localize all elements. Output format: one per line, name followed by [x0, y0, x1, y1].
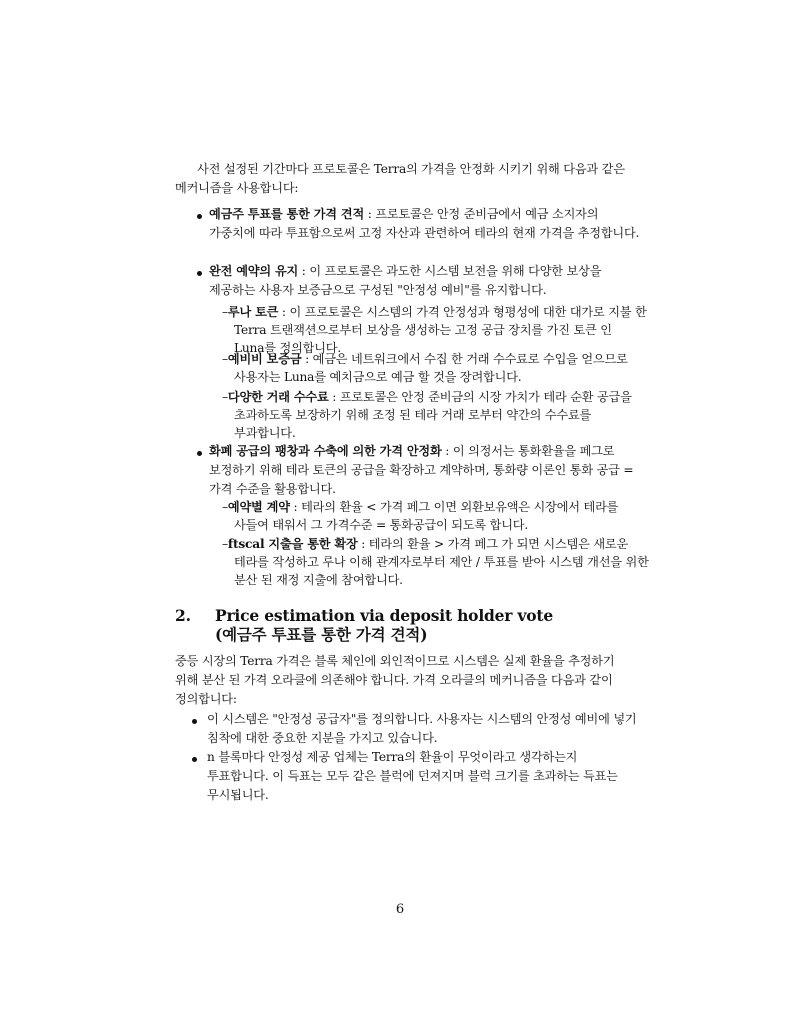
- bullet-text: : 이 프로토콜은 과도한 시스템 보전을 위해 다양한 보상을 제공하는 사용자 보증금으로 구성된 "안정성 예비"를 유지합니다.: [209, 264, 602, 297]
- section-body: 중등 시장의 Terra 가격은 블록 체인에 외인적이므로 시스템은 실제 환율을 추정하기 위해 분산 된 가격 오라클에 의존해야 합니다. 가격 오라클의 메커니즘을 다음과 같이 정의합니다:: [175, 654, 615, 706]
- page-number: 6: [395, 902, 405, 917]
- subitem-luna-token: [222, 303, 650, 357]
- bullet-dot: [197, 214, 202, 219]
- bullet-title: 예금주 투표를 통한 가격 견적: [209, 207, 365, 221]
- bullet-dot: [197, 451, 202, 456]
- subitem-text: : 예금은 네트워크에서 수집 한 거래 수수료로 수입을 얻으므로 사용자는 Luna를 예치금으로 예금 할 것을 장려합니다.: [234, 352, 628, 384]
- subitem-title: 다양한 거래 수수료: [227, 390, 329, 404]
- section-title-ko: (예금주 투표를 통한 가격 견적): [215, 625, 428, 644]
- bullet-price-quote: [209, 205, 643, 243]
- bullet-dot: [192, 757, 197, 762]
- bullet-title: 완전 예약의 유지: [209, 264, 299, 278]
- bullet-reserve: [209, 262, 643, 300]
- section-bullet-vote: n 블록마다 안정성 제공 업체는 Terra의 환율이 무엇이라고 생각하는지 투표합니다. 이 득표는 모두 같은 블럭에 던져지며 블럭 크기를 초과하는 득표는 무시됩니다.: [207, 750, 618, 802]
- subitem-text: : 테라의 환율 > 가격 페그 가 되면 시스템은 새로운 테라를 작성하고 루나 이해 관계자로부터 제안 / 투표를 받아 시스템 개선을 위한 분산 된 재정 지출에 참여합니다.: [234, 537, 649, 587]
- subitem-reserve-deposit: [222, 350, 650, 386]
- section-bullet-provider: 이 시스템은 "안정성 공급자"를 정의합니다. 사용자는 시스템의 안정성 예비에 넣기 침착에 대한 중요한 지분을 가지고 있습니다.: [207, 712, 637, 745]
- dash: –: [222, 537, 228, 551]
- bullet-dot: [197, 271, 202, 276]
- subitem-title: 루나 토큰: [227, 305, 279, 319]
- subitem-text: : 테라의 환율 < 가격 페그 이면 외환보유액은 시장에서 테라를 사들여 태워서 그 가격수준 = 통화공급이 되도록 합니다.: [234, 500, 619, 532]
- dash: –: [222, 352, 228, 366]
- subitem-text: : 이 프로토콜은 시스템의 가격 안정성과 형평성에 대한 대가로 지불 한 Terra 트랜잭션으로부터 보상을 생성하는 고정 공급 장치를 가진 토큰 인 Luna를 정의합니다.: [234, 305, 647, 355]
- bullet-monetary: [209, 442, 643, 499]
- bullet-dot: [192, 719, 197, 724]
- subitem-transaction-fees: [222, 388, 650, 442]
- bullet-text: : 이 의정서는 통화환율을 페그로 보정하기 위해 테라 토큰의 공급을 확장하고 계약하며, 통화량 이론인 통화 공급 = 가격 수준을 활용합니다.: [209, 444, 634, 496]
- section-number: 2.: [175, 606, 191, 625]
- subitem-text: : 프로토콜은 안정 준비금의 시장 가치가 테라 순환 공급을 초과하도록 보장하기 위해 조정 된 테라 거래 로부터 약간의 수수료를 부과합니다.: [234, 390, 632, 440]
- intro-paragraph: 사전 설정된 기간마다 프로토콜은 Terra의 가격을 안정화 시키기 위해 다음과 같은 메커니즘을 사용합니다:: [175, 162, 625, 195]
- bullet-title: 화폐 공급의 팽창과 수축에 의한 가격 안정화: [209, 444, 442, 458]
- dash: –: [222, 305, 228, 319]
- dash: –: [222, 500, 228, 514]
- subitem-contract: [222, 498, 650, 534]
- subitem-title: ftscal 지출을 통한 확장: [227, 537, 358, 551]
- section-title-en: Price estimation via deposit holder vote: [215, 606, 554, 625]
- bullet-text: : 프로토콜은 안정 준비금에서 예금 소지자의 가중치에 따라 투표함으로써 고정 자산과 관련하여 테라의 현재 가격을 추정합니다.: [209, 207, 640, 240]
- subitem-fiscal-expansion: [222, 535, 650, 589]
- dash: –: [222, 390, 228, 404]
- subitem-title: 예비비 보증금: [227, 352, 302, 366]
- subitem-title: 예약별 계약: [227, 500, 290, 514]
